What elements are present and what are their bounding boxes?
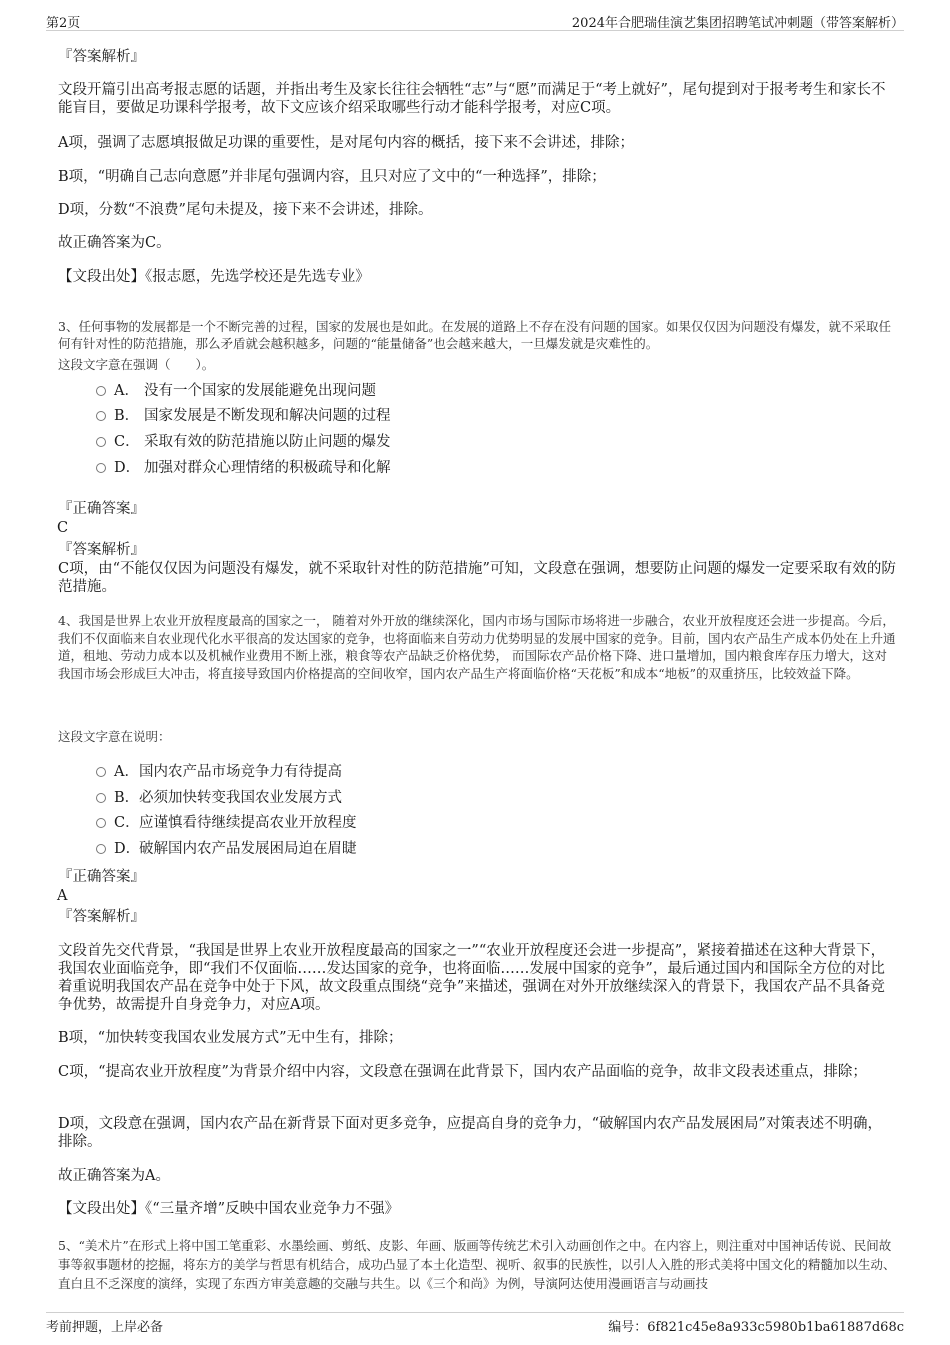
q5-stem: 5、“美术片”在形式上将中国工笔重彩、水墨绘画、剪纸、皮影、年画、版画等传统艺术引入动画创作之中。在内容上，则注重对中国神话传说、民间故事等叙事题材的挖掘，将东方的美学与哲思有机结合，成功凸显了本土化造型、视听、叙事的民族性，以引人入胜的形式美将中国文化的精髓加以生动、直白且不乏深度的演绎，实现了东西方审美意趣的交融与共生。以《三个和尚》为例，导演阿达使用漫画语言与动画技 xyxy=(58,1238,896,1291)
q3-answer-label: 『正确答案』 xyxy=(58,501,145,517)
q4-answer: A xyxy=(57,888,68,904)
q2-analysis-paragraph: 文段开篇引出高考报志愿的话题，并指出考生及家长往往会牺牲“志”与“愿”而满足于“考上就好”，尾句提到对于报考考生和家长不能盲目，要做足功课科学报考，故下文应该介绍采取哪些行动才能科学报考，对应C项。 xyxy=(58,82,886,116)
q3-option-d[interactable]: D． 加强对群众心理情绪的积极疏导和化解 xyxy=(96,459,391,477)
q3-analysis: C项，由“不能仅仅因为问题没有爆发，就不采取针对性的防范措施”可知，文段意在强调，想要防止问题的爆发一定要采取有效的防范措施。 xyxy=(58,561,896,595)
q4-stem: 4、我国是世界上农业开放程度最高的国家之一， 随着对外开放的继续深化，国内市场与国际市场将进一步融合，农业开放程度还会进一步提高。今后，我们不仅面临来自农业现代化水平很高的发达国家的竞争，也将面临来自劳动力优势明显的发展中国家的竞争。目前，国内农产品生产成本仍处在上升通道，租地、劳动力成本以及机械作业费用不断上涨，粮食等农产品缺乏价格优势， 而国际农产品价格下降、进口量增加，国内粮食库存压力增大，这对我国市场会形成巨大冲击，将直接导致国内价格提高的空间收窄，国内农产品生产将面临价格“天花板”和成本“地板”的双重挤压，比较效益下降。 xyxy=(58,613,896,681)
q2-option-a-analysis: A项，强调了志愿填报做足功课的重要性，是对尾句内容的概括，接下来不会讲述，排除； xyxy=(58,135,634,151)
radio-icon[interactable] xyxy=(96,767,106,777)
q2-option-b-analysis: B项，“明确自己志向意愿”并非尾句强调内容，且只对应了文中的“一种选择”，排除； xyxy=(58,169,606,185)
q2-option-d-analysis: D项，分数“不浪费”尾句未提及，接下来不会讲述，排除。 xyxy=(58,202,433,218)
q3-answer: C xyxy=(57,520,69,536)
q4-option-a[interactable]: A．国内农产品市场竞争力有待提高 xyxy=(96,763,342,781)
q2-conclusion: 故正确答案为C。 xyxy=(58,235,171,251)
q4-answer-label: 『正确答案』 xyxy=(58,869,145,885)
footer-code: 编号：6f821c45e8a933c5980b1ba61887d68c xyxy=(608,1320,904,1335)
q4-option-b-analysis: B项，“加快转变我国农业发展方式”无中生有，排除； xyxy=(58,1030,403,1046)
q4-prompt: 这段文字意在说明： xyxy=(58,729,171,744)
q3-option-b[interactable]: B． 国家发展是不断发现和解决问题的过程 xyxy=(96,407,391,425)
q3-option-a[interactable]: A． 没有一个国家的发展能避免出现问题 xyxy=(96,382,376,400)
q2-source: 【文段出处】《报志愿，先选学校还是先选专业》 xyxy=(58,269,370,285)
q4-analysis-label: 『答案解析』 xyxy=(58,909,145,925)
radio-icon[interactable] xyxy=(96,463,106,473)
footer-slogan: 考前押题，上岸必备 xyxy=(46,1320,164,1335)
q4-conclusion: 故正确答案为A。 xyxy=(58,1168,170,1184)
q4-source: 【文段出处】《“三量齐增”反映中国农业竞争力不强》 xyxy=(58,1201,400,1217)
document-title: 2024年合肥瑞佳演艺集团招聘笔试冲刺题（带答案解析） xyxy=(571,16,904,31)
page-number: 第2页 xyxy=(46,16,81,31)
q4-analysis-paragraph: 文段首先交代背景，“我国是世界上农业开放程度最高的国家之一”“农业开放程度还会进一步提高”，紧接着描述在这种大背景下，我国农业面临竞争，即“我们不仅面临……发达国家的竞争，也将面临……发展中国家的竞争”，最后通过国内和国际全方位的对比着重说明我国农产品在竞争中处于下风，故文段重点围绕“竞争”来描述，强调在对外开放继续深入的背景下，我国农产品不具备竞争优势，故需提升自身竞争力，对应A项。 xyxy=(58,943,886,1013)
radio-icon[interactable] xyxy=(96,437,106,447)
radio-icon[interactable] xyxy=(96,793,106,803)
q3-stem: 3、任何事物的发展都是一个不断完善的过程，国家的发展也是如此。在发展的道路上不存在没有问题的国家。如果仅仅因为问题没有爆发，就不采取任何有针对性的防范措施，那么矛盾就会越积越多，问题的“能量储备”也会越来越大，一旦爆发就是灾难性的。 xyxy=(58,319,891,351)
q2-analysis-label: 『答案解析』 xyxy=(58,49,145,65)
radio-icon[interactable] xyxy=(96,844,106,854)
page-header xyxy=(46,10,904,31)
q3-prompt: 这段文字意在强调（ ）。 xyxy=(58,357,215,372)
q3-analysis-label: 『答案解析』 xyxy=(58,542,145,558)
radio-icon[interactable] xyxy=(96,818,106,828)
q4-option-c-analysis: C项，“提高农业开放程度”为背景介绍中内容，文段意在强调在此背景下，国内农产品面临的竞争，故非文段表述重点，排除； xyxy=(58,1064,867,1080)
radio-icon[interactable] xyxy=(96,386,106,396)
q4-option-d[interactable]: D．破解国内农产品发展困局迫在眉睫 xyxy=(96,840,357,858)
q4-option-b[interactable]: B．必须加快转变我国农业发展方式 xyxy=(96,789,342,807)
q3-option-c[interactable]: C． 采取有效的防范措施以防止问题的爆发 xyxy=(96,433,391,451)
radio-icon[interactable] xyxy=(96,411,106,421)
q4-option-c[interactable]: C．应谨慎看待继续提高农业开放程度 xyxy=(96,814,357,832)
q4-option-d-analysis: D项，文段意在强调，国内农产品在新背景下面对更多竞争，应提高自身的竞争力，“破解国内农产品发展困局”对策表述不明确，排除。 xyxy=(58,1116,882,1150)
page-footer xyxy=(46,1312,904,1335)
